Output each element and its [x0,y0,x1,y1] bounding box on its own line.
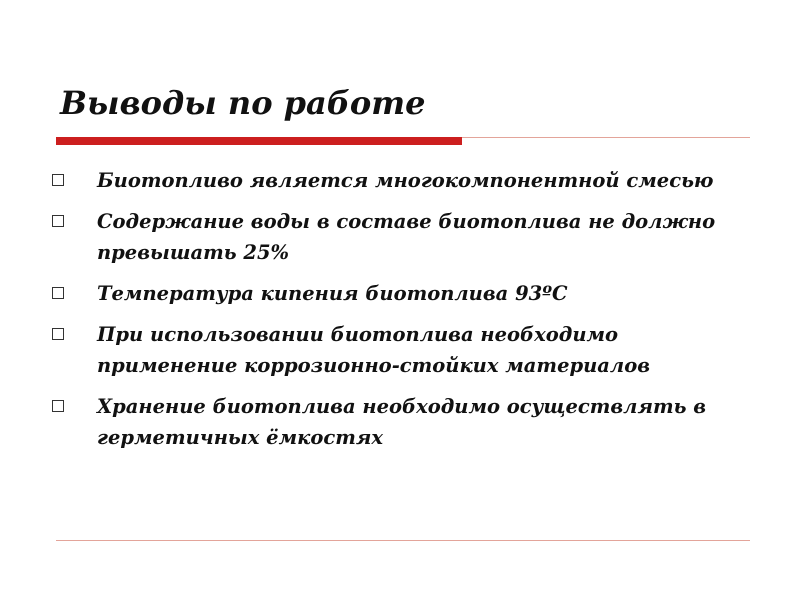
title-underline-thick [56,137,462,145]
hollow-square-bullet-icon [52,400,64,412]
bullet-text: При использовании биотоплива необходимо применение коррозионно-стойких материалов [97,323,651,377]
hollow-square-bullet-icon [52,328,64,340]
bullet-list [52,165,752,463]
bullet-item [52,206,752,268]
title-underline-thin [462,137,750,138]
bullet-text: Биотопливо является многокомпонентной смесью [97,169,714,192]
bullet-item [52,165,752,196]
bullet-item [52,319,752,381]
hollow-square-bullet-icon [52,287,64,299]
slide-title: Выводы по работе [60,84,426,122]
footer-rule [56,540,750,541]
bullet-text: Хранение биотоплива необходимо осуществлять в герметичных ёмкостях [97,395,707,449]
bullet-item [52,391,752,453]
hollow-square-bullet-icon [52,215,64,227]
bullet-text: Температура кипения биотоплива 93ºС [97,282,568,305]
hollow-square-bullet-icon [52,174,64,186]
bullet-text: Содержание воды в составе биотоплива не должно превышать 25% [97,210,716,264]
bullet-item [52,278,752,309]
